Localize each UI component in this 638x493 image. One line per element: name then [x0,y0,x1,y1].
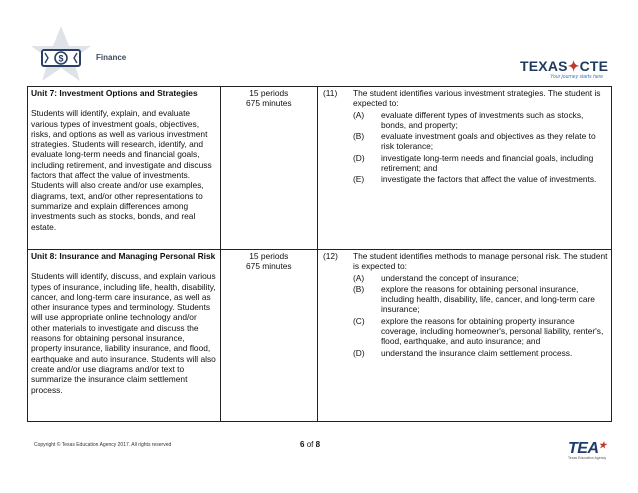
texas-cte-tagline: Your journey starts here [550,74,604,80]
teks-cell [317,250,611,422]
ks-number: (11) [322,88,338,98]
minutes: 675 minutes [246,98,292,109]
expectation-item: (D) investigate long-term needs and financial goals, including retirement; and [352,152,594,174]
expectation-item: (D) understand the insurance claim settlement process. [352,347,573,358]
expectation-item: (B) explore the reasons for obtaining personal insurance, including health, disability, life, cancer, and long-term care insurance; [352,283,595,315]
time-cell [220,250,317,422]
expectation-item: (B) evaluate investment goals and objectives as they relate to risk tolerance; [352,131,596,152]
ks-intro: The student identifies various investment strategies. The student is expected to: [352,88,601,109]
expectation-item: (A) understand the concept of insurance; [352,272,519,283]
texas-cte-star-icon: ✦ [567,58,580,74]
unit-table [27,86,612,422]
page-of: of [306,440,314,449]
texas-cte-right: CTE [579,58,609,74]
tea-star-icon: ★ [598,440,607,450]
expectation-item: (C) explore the reasons for obtaining property insurance coverage, including homeowner's, personal liability, renter's, flood, earthquake, and auto insurance; and [352,315,604,347]
header-title: Finance [96,53,127,62]
periods: 15 periods [249,88,289,98]
unit-cell [28,250,221,422]
page-total: 8 [315,440,321,449]
ks-number: (12) [322,251,338,261]
table-row [28,250,612,422]
tea-letters: TEA [568,440,599,457]
texas-cte-logo [520,58,616,82]
minutes: 675 minutes [246,261,292,272]
ks-intro: The student identifies methods to manage personal risk. The student is expected to: [352,251,608,272]
svg-text:$: $ [58,53,64,64]
copyright-notice: Copyright © Texas Education Agency 2017. All rights reserved [34,442,172,448]
table-row [28,87,612,250]
texas-cte-left: TEXAS [520,58,568,74]
unit-description: Students will identify, discuss, and explain various types of insurance, including life, health, disability, cancer, and long-term care insurance, as well as other insurance types and terminology. Students will use appropriate online technology and/or other materials to investigate and discuss the reasons for obtaining personal insurance, property insurance, liability insurance, and flood, earthquake and auto insurance. Students will also create and/or use diagrams and/or text to summarize the insurance claim settlement process. [31,271,216,395]
unit-title: Unit 8: Insurance and Managing Personal Risk [31,251,216,261]
time-cell [220,87,317,250]
finance-star-logo-icon [28,24,94,84]
unit-title: Unit 7: Investment Options and Strategies [31,88,198,98]
page-current: 6 [300,440,305,449]
tea-subtitle: Texas Education Agency [568,456,607,460]
expectation-item: (E) investigate the factors that affect the value of investments. [352,174,597,185]
teks-cell [317,87,611,250]
page-header [0,0,638,86]
periods: 15 periods [249,251,289,261]
expectation-item: (A) evaluate different types of investments such as stocks, bonds, and property; [352,109,584,130]
unit-cell [28,87,221,250]
unit-description: Students will identify, explain, and evaluate various types of investment goals, objectives, risks, and options as well as various investment strategies. Students will research, identify, and evaluate long-term needs and financial goals, including retirement, and investigate and discuss factors that affect the value of investments. Students will also create and/or use examples, diagrams, text, and/or other representations to summarize and explain differences among investments such as stocks, bonds, and real estate. [31,108,212,232]
page-number [300,440,320,449]
tea-logo [568,440,618,466]
